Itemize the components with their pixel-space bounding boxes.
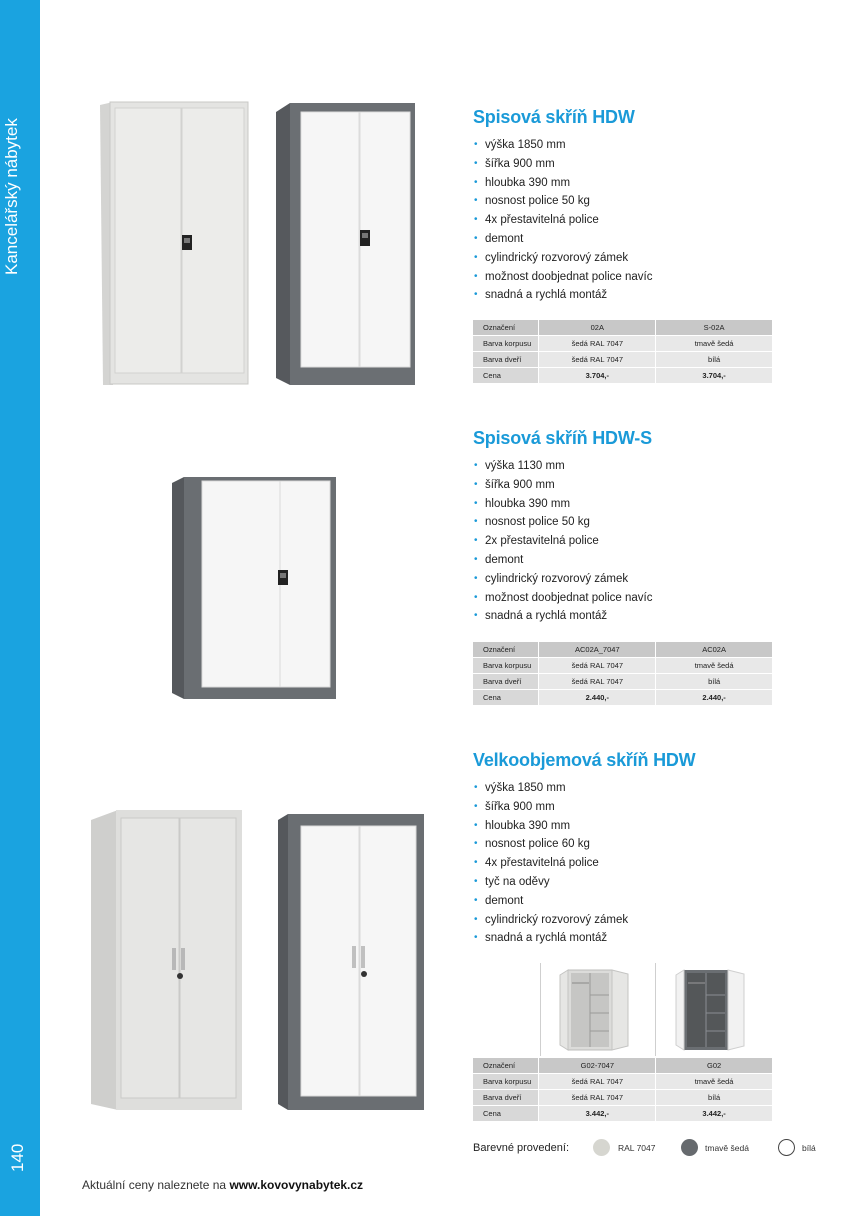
interior-image-g02-7047	[558, 965, 638, 1055]
swatch-dark-grey	[681, 1139, 698, 1156]
table-cell: Barva dveří	[473, 352, 539, 368]
table-cell: šedá RAL 7047	[539, 658, 656, 674]
table-row	[473, 352, 773, 368]
table-cell: Barva dveří	[473, 1090, 539, 1106]
table-cell: Označení	[473, 1058, 539, 1074]
feature-item: • nosnost police 50 kg	[473, 513, 773, 532]
feature-item: • šířka 900 mm	[473, 476, 773, 495]
table-row	[473, 1090, 773, 1106]
cabinet-door-left	[202, 481, 280, 687]
table-cell: AC02A_7047	[539, 642, 656, 658]
table-row	[473, 658, 773, 674]
cabinet-dark-door-right	[360, 826, 416, 1096]
handle-icon	[172, 948, 176, 970]
feature-item: • cylindrický rozvorový zámek	[473, 911, 773, 930]
product-image-hdw	[95, 100, 425, 390]
table-cell: tmavě šedá	[656, 658, 773, 674]
feature-item: • výška 1850 mm	[473, 136, 773, 155]
table-cell: Cena	[473, 1106, 539, 1122]
table-cell: tmavě šedá	[656, 336, 773, 352]
color-legend	[473, 1138, 833, 1158]
feature-item: • demont	[473, 230, 773, 249]
feature-item: • 4x přestavitelná police	[473, 211, 773, 230]
color-legend-label: Barevné provedení:	[473, 1142, 570, 1154]
cabinet-dark-door-left	[301, 112, 359, 367]
interior-image-g02	[672, 965, 752, 1055]
feature-item: • možnost doobjednat police navíc	[473, 589, 773, 608]
feature-item: • hloubka 390 mm	[473, 817, 773, 836]
feature-list	[473, 457, 773, 626]
table-row	[473, 1106, 773, 1122]
table-cell: S-02A	[656, 320, 773, 336]
section-title: Kancelářský nábytek	[2, 118, 21, 275]
product-title: Spisová skříň HDW	[473, 107, 635, 127]
footer	[82, 1178, 363, 1192]
cabinet-light-door-right	[180, 818, 236, 1098]
table-cell: Označení	[473, 642, 539, 658]
table-cell: tmavě šedá	[656, 1074, 773, 1090]
cabinet-light-door-left	[115, 108, 181, 373]
feature-item: • hloubka 390 mm	[473, 174, 773, 193]
divider	[540, 963, 541, 1056]
table-cell: Barva korpusu	[473, 336, 539, 352]
table-row	[473, 368, 773, 384]
product-hdw-s	[473, 428, 773, 626]
price-cell: 3.704,-	[656, 368, 773, 384]
feature-item: • cylindrický rozvorový zámek	[473, 249, 773, 268]
feature-item: • demont	[473, 551, 773, 570]
table-cell: šedá RAL 7047	[539, 1074, 656, 1090]
feature-item: • výška 1850 mm	[473, 779, 773, 798]
feature-item: • nosnost police 60 kg	[473, 835, 773, 854]
swatch-label: tmavě šedá	[705, 1143, 749, 1153]
feature-item: • snadná a rychlá montáž	[473, 286, 773, 305]
spec-table-hdw-s	[473, 642, 773, 706]
page-number: 140	[8, 1143, 27, 1172]
table-cell: Označení	[473, 320, 539, 336]
lock-icon	[177, 973, 183, 979]
price-cell: 2.440,-	[539, 690, 656, 706]
table-cell: bílá	[656, 352, 773, 368]
feature-item: • hloubka 390 mm	[473, 495, 773, 514]
divider	[655, 963, 656, 1056]
swatch-label: RAL 7047	[618, 1143, 656, 1153]
handle-icon	[181, 948, 185, 970]
table-cell: bílá	[656, 674, 773, 690]
feature-item: • šířka 900 mm	[473, 155, 773, 174]
table-row	[473, 690, 773, 706]
feature-item: • nosnost police 50 kg	[473, 192, 773, 211]
table-cell: Cena	[473, 368, 539, 384]
footer-text: Aktuální ceny naleznete na	[82, 1178, 230, 1192]
cabinet-light-door-left	[121, 818, 179, 1098]
feature-list	[473, 779, 773, 948]
table-cell: G02-7047	[539, 1058, 656, 1074]
footer-link[interactable]: www.kovovynabytek.cz	[229, 1178, 364, 1192]
table-row	[473, 1058, 773, 1074]
table-cell: šedá RAL 7047	[539, 352, 656, 368]
feature-list	[473, 136, 773, 305]
spec-table-velkoobjemova	[473, 1058, 773, 1122]
table-cell: šedá RAL 7047	[539, 674, 656, 690]
table-cell: šedá RAL 7047	[539, 1090, 656, 1106]
feature-item: • 4x přestavitelná police	[473, 854, 773, 873]
product-velkoobjemova	[473, 750, 773, 948]
product-title: Spisová skříň HDW-S	[473, 428, 652, 448]
table-row	[473, 674, 773, 690]
feature-item: • cylindrický rozvorový zámek	[473, 570, 773, 589]
feature-item: • šířka 900 mm	[473, 798, 773, 817]
feature-item: • snadná a rychlá montáž	[473, 929, 773, 948]
feature-item: • možnost doobjednat police navíc	[473, 268, 773, 287]
feature-item: • 2x přestavitelná police	[473, 532, 773, 551]
price-cell: 2.440,-	[656, 690, 773, 706]
product-title: Velkoobjemová skříň HDW	[473, 750, 696, 770]
table-row	[473, 320, 773, 336]
handle-icon	[352, 946, 356, 968]
table-cell: 02A	[539, 320, 656, 336]
table-cell: Cena	[473, 690, 539, 706]
handle-icon	[361, 946, 365, 968]
cabinet-dark-door-left	[301, 826, 359, 1096]
feature-item: • demont	[473, 892, 773, 911]
feature-item: • tyč na oděvy	[473, 873, 773, 892]
price-cell: 3.442,-	[656, 1106, 773, 1122]
sidebar	[0, 0, 40, 1216]
price-cell: 3.442,-	[539, 1106, 656, 1122]
swatch-label: bílá	[802, 1143, 816, 1153]
swatch-white	[778, 1139, 795, 1156]
price-cell: 3.704,-	[539, 368, 656, 384]
spec-table-hdw	[473, 320, 773, 384]
product-hdw	[473, 107, 773, 305]
feature-item: • snadná a rychlá montáž	[473, 607, 773, 626]
table-row	[473, 336, 773, 352]
table-cell: Barva dveří	[473, 674, 539, 690]
table-row	[473, 1074, 773, 1090]
table-cell: Barva korpusu	[473, 1074, 539, 1090]
table-cell: šedá RAL 7047	[539, 336, 656, 352]
lock-icon	[361, 971, 367, 977]
product-image-hdw-s	[170, 475, 340, 705]
table-cell: AC02A	[656, 642, 773, 658]
table-cell: bílá	[656, 1090, 773, 1106]
table-row	[473, 642, 773, 658]
cabinet-dark-side	[276, 103, 290, 385]
feature-item: • výška 1130 mm	[473, 457, 773, 476]
table-cell: Barva korpusu	[473, 658, 539, 674]
swatch-ral7047	[593, 1139, 610, 1156]
product-image-velkoobjemova	[88, 808, 438, 1118]
table-cell: G02	[656, 1058, 773, 1074]
